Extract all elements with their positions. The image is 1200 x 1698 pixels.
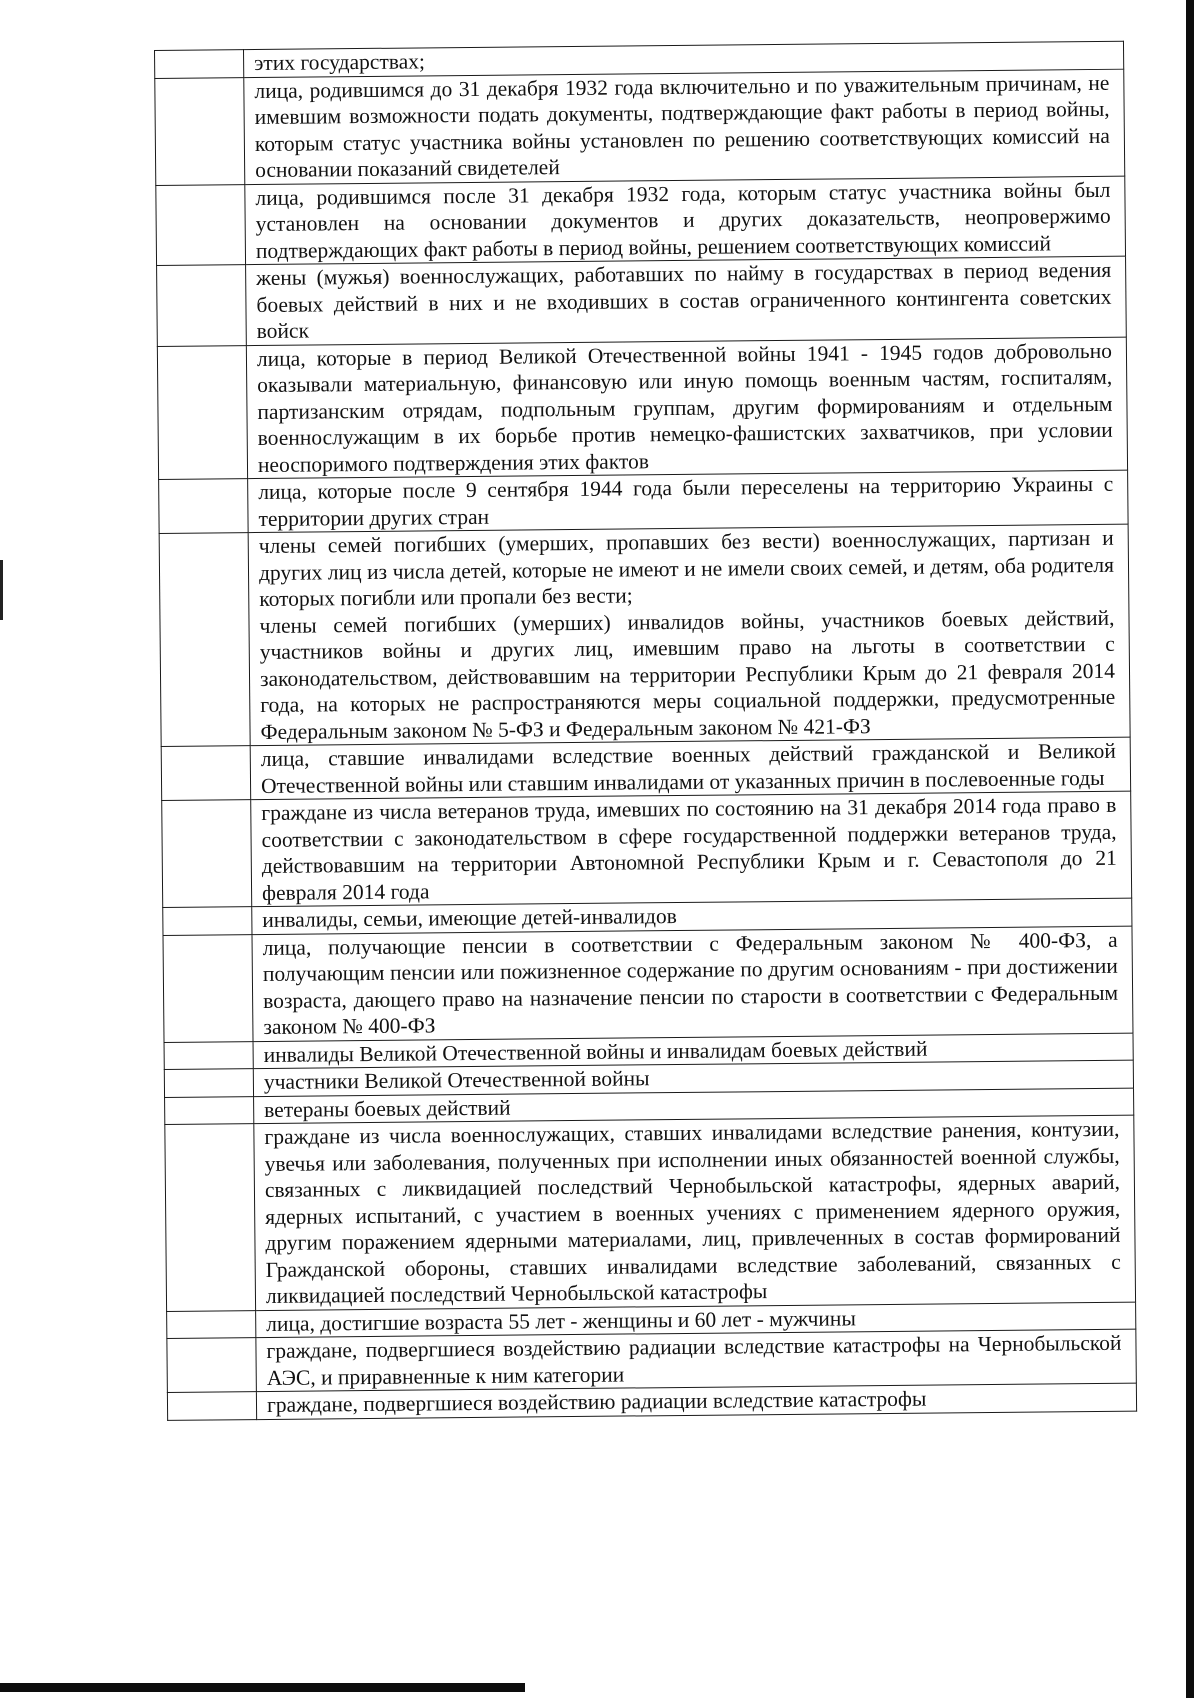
table-row [157, 256, 1127, 346]
number-cell [159, 479, 249, 534]
number-cell [167, 1392, 256, 1420]
table-row [161, 737, 1130, 800]
number-cell [155, 50, 244, 78]
number-cell [165, 1096, 254, 1124]
number-cell [163, 934, 253, 1042]
scan-edge-left [0, 560, 3, 620]
category-cell: жены (мужья) военнослужащих, работавших по найму в государствах в период ведения боевых действий в них и не входивших в состав ограниченного контингента советских войск [246, 256, 1127, 345]
number-cell [159, 533, 250, 747]
table-row [167, 1329, 1136, 1392]
number-cell [157, 265, 247, 346]
table-row [162, 791, 1132, 907]
category-cell: этих государствах; [244, 41, 1124, 77]
category-cell: члены семей погибших (умерших, пропавших без вести) военнослужащих, партизан и других лиц из числа детей, которые не имеют и не имели своих семей, и детям, оба родителя которых погибли или пропали без вести; члены семей погибших (умерших) инвалидов войны, участников боевых действий, участников войны и других лиц, имевшим право на льготы в соответствии с законодательством, действовавшим на территории Республики Крым до 21 февраля 2014 года, на которых не распространяются меры социальной поддержки, предусмотренные Федеральным законом № 5-ФЗ и Федеральным законом № 421-ФЗ [248, 524, 1130, 745]
scan-edge-bottom [0, 1683, 525, 1692]
table-row [157, 337, 1127, 480]
category-cell: лица, которые в период Великой Отечественной войны 1941 - 1945 годов добровольно оказывали материальную, финансовую или иную помощь военным частям, госпиталям, партизанским отрядам, подпольным группам, другим формированиям и отдельным военнослужащим в их борьбе против немецко-фашистских захватчиков, при условии неоспоримого подтверждения этих фактов [246, 337, 1127, 479]
number-cell [157, 345, 247, 479]
category-cell: лица, ставшие инвалидами вследствие военных действий гражданской и Великой Отечественной войны или ставшим инвалидами от указанных причин в послевоенные годы [250, 737, 1130, 799]
number-cell [167, 1310, 256, 1338]
number-cell [167, 1338, 257, 1393]
number-cell [155, 77, 245, 185]
table-row [159, 524, 1130, 746]
table-row [155, 69, 1125, 185]
number-cell [156, 184, 246, 265]
number-cell [164, 1069, 253, 1097]
category-cell: ветераны боевых действий [254, 1088, 1134, 1124]
number-cell [164, 1041, 253, 1069]
number-cell [161, 746, 251, 801]
table-row [159, 470, 1128, 533]
category-cell: инвалиды Великой Отечественной войны и инвалидам боевых действий [253, 1033, 1133, 1069]
category-cell: инвалиды, семьи, имеющие детей-инвалидов [252, 898, 1132, 934]
category-cell: граждане из числа военнослужащих, ставших инвалидами вследствие ранения, контузии, увечья или заболевания, полученных при исполнении иных обязанностей военной службы, связанных с ликвидацией последствий Чернобыльской катастрофы, ядерных аварий, ядерных испытаний, с участием в военных учениях с применением ядерного оружия, другим поражением ядерными материалами, лиц, привлеченных в состав формирований Гражданской обороны, ставших инвалидами вследствие заболеваний, связанных с ликвидацией последствий Чернобыльской катастрофы [254, 1115, 1136, 1310]
category-cell: лица, достигшие возраста 55 лет - женщины и 60 лет - мужчины [256, 1302, 1136, 1338]
number-cell [165, 1124, 256, 1311]
category-cell: граждане, подвергшиеся воздействию радиации вследствие катастрофы на Чернобыльской АЭС, и приравненные к ним категории [256, 1329, 1136, 1391]
table-row [156, 176, 1126, 266]
category-cell: лица, родившимся до 31 декабря 1932 года включительно и по уважительным причинам, не имевшим возможности подать документы, подтверждающие факт работы в период войны, которым статус участника войны установлен по решению соответствующих комиссий на основании показаний свидетелей [244, 69, 1125, 184]
number-cell [163, 907, 252, 935]
table-row [163, 926, 1133, 1042]
category-cell: граждане из числа ветеранов труда, имевших по состоянию на 31 декабря 2014 года право в соответствии с законодательством в сфере государственной поддержки ветеранов труда, действовавшим на территории Автономной Республики Крым и г. Севастополя до 21 февраля 2014 года [251, 791, 1132, 906]
category-cell: лица, родившимся после 31 декабря 1932 года, которым статус участника войны был установлен на основании документов и других доказательств, неопровержимо подтверждающих факт работы в период войны, решением соответствующих комиссий [245, 176, 1126, 265]
scan-edge-right [1186, 0, 1194, 1698]
beneficiary-categories-table [154, 41, 1137, 1421]
number-cell [162, 800, 252, 908]
category-cell: участники Великой Отечественной войны [253, 1060, 1133, 1096]
table-row [165, 1115, 1136, 1311]
category-cell: граждане, подвергшиеся воздействию радиации вследствие катастрофы [256, 1383, 1136, 1419]
category-cell: лица, которые после 9 сентября 1944 года были переселены на территорию Украины с территории других стран [248, 470, 1128, 532]
category-cell: лица, получающие пенсии в соответствии с Федеральным законом № 400-ФЗ, а получающим пенсии или пожизненное содержание по другим основаниям - при достижении возраста, дающего право на назначение пенсии по старости в соответствии с Федеральным законом № 400-ФЗ [252, 926, 1133, 1041]
